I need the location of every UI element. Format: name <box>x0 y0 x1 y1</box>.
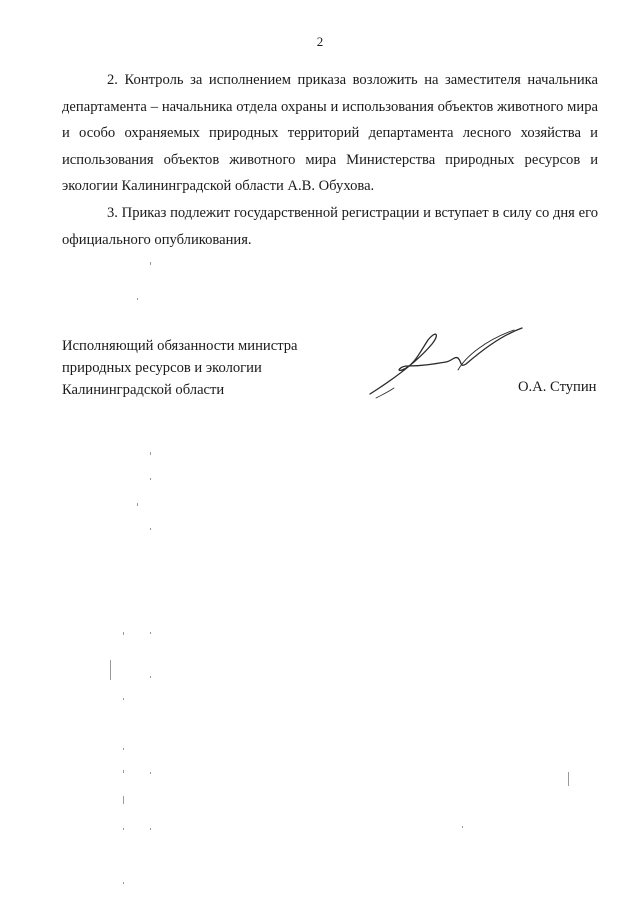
signer-name: О.А. Ступин <box>518 379 597 395</box>
signatory-title-line: Исполняющий обязанности министра <box>62 338 298 354</box>
signatory-title-line: природных ресурсов и экологии <box>62 360 262 376</box>
signatory-title-line: Калининградской области <box>62 382 225 398</box>
paragraph-control: 2. Контроль за исполнением приказа возложить на заместителя начальника департамента – начальника отдела охраны и использования объектов животного мира и особо охраняемых природных территорий департамента лесного хозяйства и использования объектов животного мира Министерства природных ресурсов и экологии Калининградской области А.В. Обухова. <box>62 72 598 194</box>
paragraph-registration: 3. Приказ подлежит государственной регистрации и вступает в силу со дня его официального опубликования. <box>62 205 598 248</box>
signatory-title <box>62 335 298 401</box>
page-number: 2 <box>316 34 324 49</box>
handwritten-signature <box>362 322 532 402</box>
